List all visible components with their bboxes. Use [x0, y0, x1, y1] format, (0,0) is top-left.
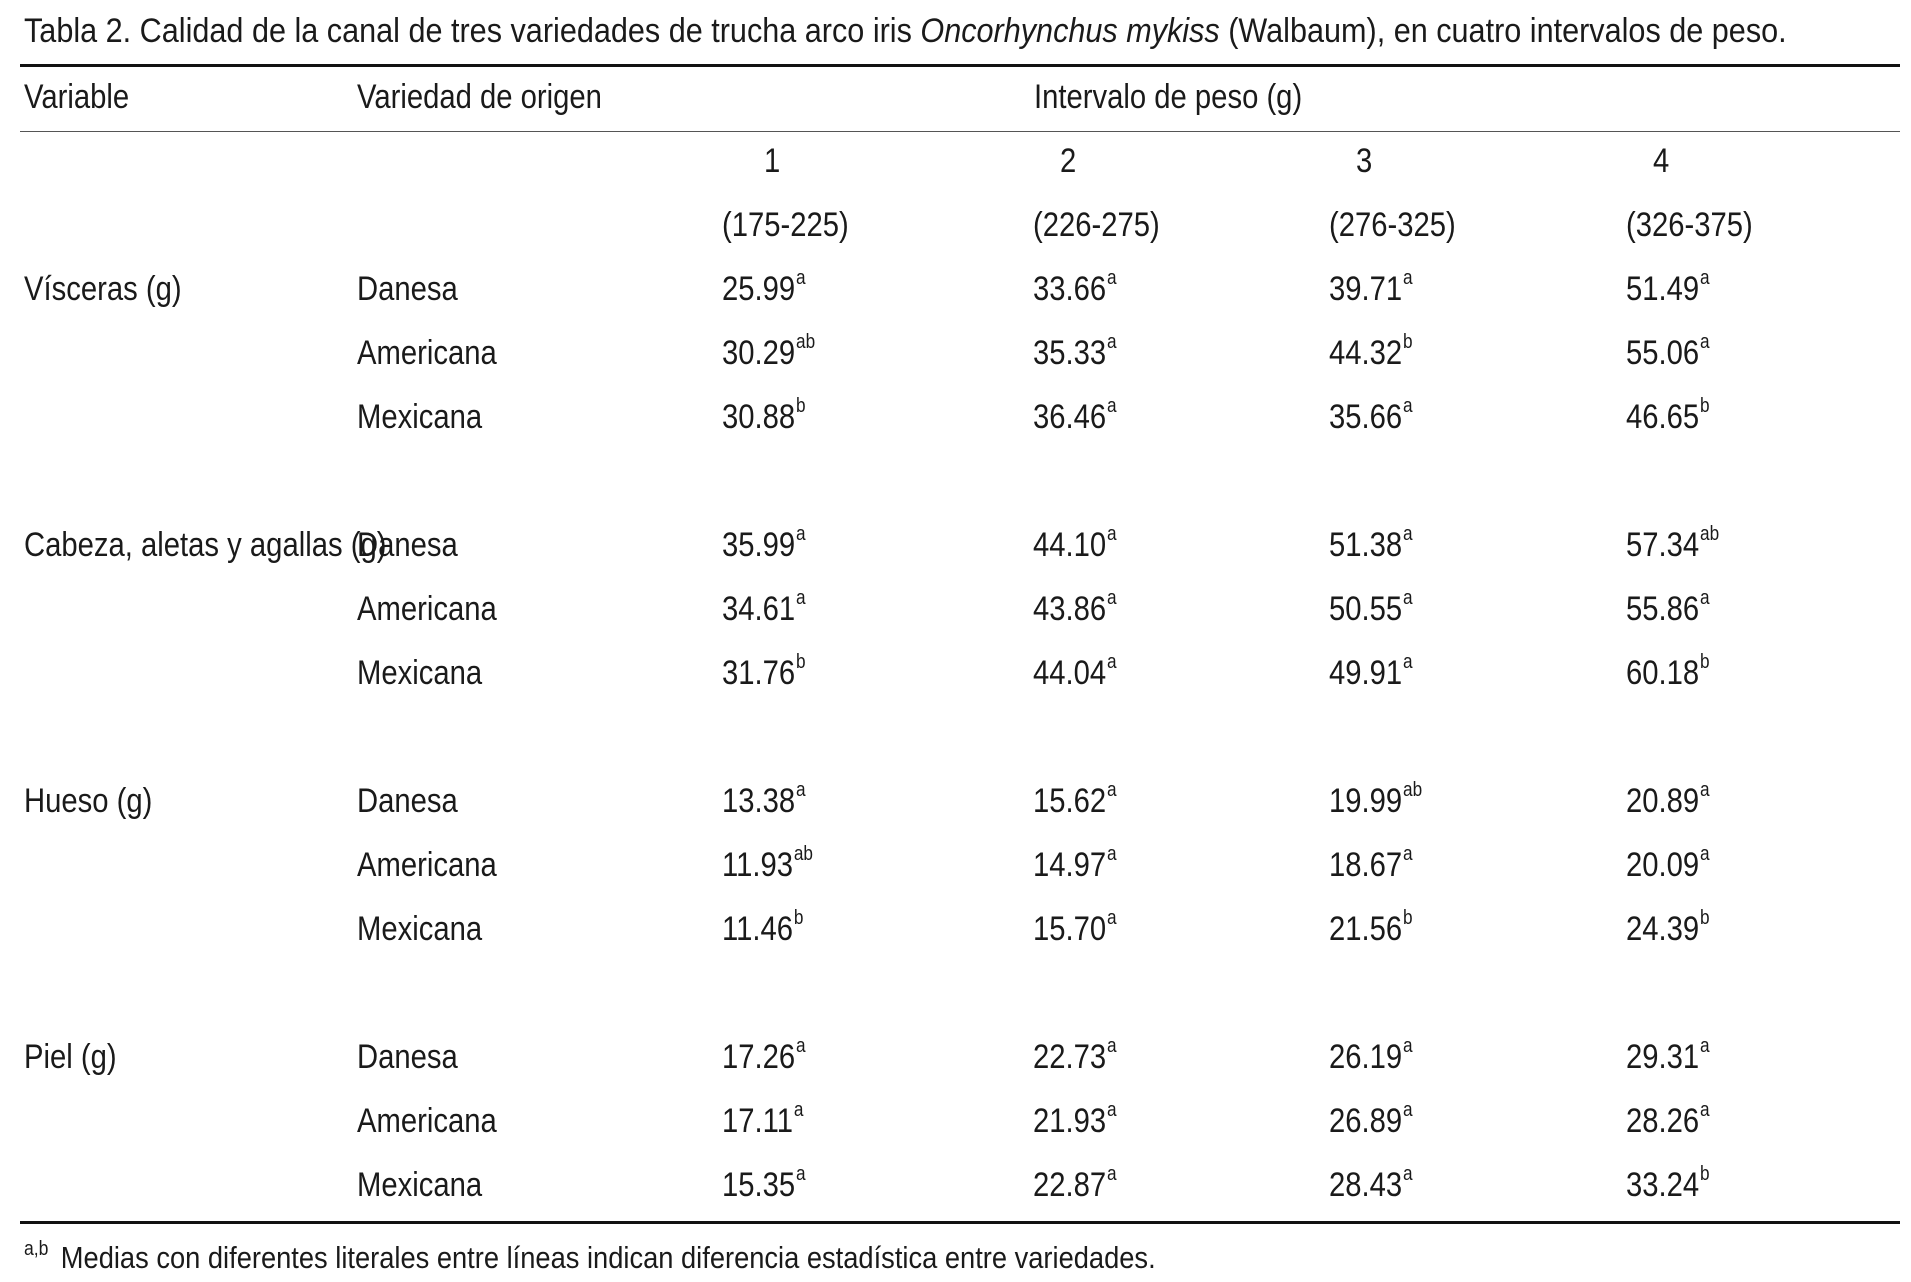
value-cell [1033, 331, 1117, 372]
significance-letter: a [1700, 1099, 1710, 1121]
value-number: 28.26 [1626, 1102, 1700, 1140]
value-cell [1033, 843, 1117, 884]
interval-range: (175-225) [722, 206, 849, 244]
value-cell [1033, 651, 1117, 692]
value-number: 44.32 [1329, 334, 1403, 372]
value-number: 15.70 [1033, 910, 1107, 948]
significance-letter: a [1107, 843, 1117, 865]
significance-letter: a [1107, 395, 1117, 417]
variety-label: Mexicana [357, 1166, 483, 1204]
significance-letter: ab [793, 843, 813, 865]
header-variable: Variable [24, 78, 130, 116]
value-cell [722, 907, 804, 948]
significance-letter: a [796, 1035, 806, 1057]
value-cell [1329, 1163, 1413, 1204]
significance-letter: a [1403, 1035, 1413, 1057]
interval-number: 3 [1356, 142, 1373, 180]
value-number: 30.29 [722, 334, 796, 372]
significance-letter: a [1403, 587, 1413, 609]
significance-letter: a [1700, 1035, 1710, 1057]
value-cell [1626, 331, 1710, 372]
value-cell [722, 1163, 806, 1204]
value-number: 44.10 [1033, 526, 1107, 564]
value-number: 26.19 [1329, 1038, 1403, 1076]
value-cell [722, 587, 806, 628]
significance-letter: ab [1403, 779, 1423, 801]
value-cell [1329, 395, 1413, 436]
value-cell [722, 1035, 806, 1076]
value-cell [1033, 587, 1117, 628]
value-cell [1626, 907, 1710, 948]
value-number: 33.24 [1626, 1166, 1700, 1204]
value-number: 31.76 [722, 654, 796, 692]
caption-species: Oncorhynchus mykiss [920, 12, 1220, 50]
variable-label: Piel (g) [24, 1038, 117, 1076]
header-origin: Variedad de origen [357, 78, 602, 116]
value-number: 11.93 [722, 846, 794, 884]
top-rule [20, 64, 1900, 67]
significance-letter: a [1403, 523, 1413, 545]
header-rule [20, 131, 1900, 132]
significance-letter: a [1107, 1035, 1117, 1057]
variable-label: Cabeza, aletas y agallas (g) [24, 526, 387, 564]
significance-letter: a [1403, 395, 1413, 417]
significance-letter: a [796, 1163, 806, 1185]
value-number: 26.89 [1329, 1102, 1403, 1140]
variety-label: Mexicana [357, 910, 483, 948]
value-cell [1033, 907, 1117, 948]
variety-label: Mexicana [357, 398, 483, 436]
value-number: 49.91 [1329, 654, 1403, 692]
footnote-marker: a,b [24, 1238, 49, 1260]
significance-letter: a [1107, 907, 1117, 929]
significance-letter: a [793, 1099, 804, 1121]
significance-letter: a [1403, 1099, 1413, 1121]
value-number: 24.39 [1626, 910, 1700, 948]
value-cell [722, 1099, 804, 1140]
significance-letter: a [1403, 843, 1413, 865]
value-cell [1033, 1099, 1117, 1140]
significance-letter: b [1700, 907, 1710, 929]
significance-letter: a [796, 587, 806, 609]
value-number: 35.66 [1329, 398, 1403, 436]
value-cell [722, 331, 816, 372]
value-number: 19.99 [1329, 782, 1403, 820]
value-cell [1329, 779, 1423, 820]
variety-label: Americana [357, 1102, 497, 1140]
interval-range: (276-325) [1329, 206, 1456, 244]
value-number: 21.56 [1329, 910, 1403, 948]
significance-letter: b [1700, 395, 1710, 417]
value-number: 20.09 [1626, 846, 1700, 884]
value-number: 25.99 [722, 270, 796, 308]
value-cell [1626, 1163, 1710, 1204]
significance-letter: a [1403, 651, 1413, 673]
significance-letter: b [796, 395, 806, 417]
interval-range: (226-275) [1033, 206, 1160, 244]
value-cell [1329, 651, 1413, 692]
value-number: 57.34 [1626, 526, 1700, 564]
value-cell [1329, 267, 1413, 308]
value-number: 36.46 [1033, 398, 1107, 436]
value-cell [1329, 907, 1413, 948]
value-number: 35.99 [722, 526, 796, 564]
value-number: 17.11 [722, 1102, 794, 1140]
caption-suffix: (Walbaum), en cuatro intervalos de peso. [1219, 12, 1787, 50]
value-number: 55.06 [1626, 334, 1700, 372]
value-cell [722, 395, 806, 436]
significance-letter: a [1107, 779, 1117, 801]
value-cell [1626, 587, 1710, 628]
significance-letter: ab [1700, 523, 1720, 545]
significance-letter: a [1107, 1163, 1117, 1185]
value-cell [1626, 779, 1710, 820]
significance-letter: b [793, 907, 804, 929]
value-cell [1033, 779, 1117, 820]
significance-letter: a [1700, 331, 1710, 353]
variety-label: Americana [357, 590, 497, 628]
significance-letter: a [1700, 779, 1710, 801]
value-cell [722, 523, 806, 564]
value-cell [1626, 1035, 1710, 1076]
value-number: 11.46 [722, 910, 794, 948]
value-number: 22.87 [1033, 1166, 1107, 1204]
value-cell [722, 267, 806, 308]
value-cell [1033, 1035, 1117, 1076]
significance-letter: b [1700, 1163, 1710, 1185]
value-number: 34.61 [722, 590, 796, 628]
value-number: 29.31 [1626, 1038, 1700, 1076]
significance-letter: a [1700, 267, 1710, 289]
value-number: 55.86 [1626, 590, 1700, 628]
variable-label: Hueso (g) [24, 782, 153, 820]
significance-letter: a [1107, 331, 1117, 353]
value-cell [1626, 651, 1710, 692]
value-number: 18.67 [1329, 846, 1403, 884]
significance-letter: a [796, 267, 806, 289]
value-number: 51.38 [1329, 526, 1403, 564]
significance-letter: a [1403, 1163, 1413, 1185]
significance-letter: a [1107, 267, 1117, 289]
interval-range: (326-375) [1626, 206, 1753, 244]
interval-number: 1 [764, 142, 781, 180]
significance-letter: b [1403, 331, 1413, 353]
value-number: 20.89 [1626, 782, 1700, 820]
significance-letter: a [1700, 587, 1710, 609]
value-cell [1033, 395, 1117, 436]
value-cell [1626, 843, 1710, 884]
significance-letter: b [796, 651, 806, 673]
value-cell [1033, 1163, 1117, 1204]
value-number: 28.43 [1329, 1166, 1403, 1204]
significance-letter: a [1107, 651, 1117, 673]
interval-number: 4 [1653, 142, 1670, 180]
value-cell [722, 651, 806, 692]
value-cell [722, 779, 806, 820]
significance-letter: b [1403, 907, 1413, 929]
value-number: 17.26 [722, 1038, 796, 1076]
value-cell [1626, 395, 1710, 436]
variety-label: Danesa [357, 782, 458, 820]
value-cell [1033, 523, 1117, 564]
value-cell [1626, 267, 1710, 308]
value-cell [1329, 587, 1413, 628]
variety-label: Danesa [357, 1038, 458, 1076]
value-cell [1329, 843, 1413, 884]
value-number: 15.35 [722, 1166, 796, 1204]
significance-letter: a [1700, 843, 1710, 865]
interval-number: 2 [1060, 142, 1077, 180]
variable-label: Vísceras (g) [24, 270, 182, 308]
significance-letter: a [796, 779, 806, 801]
value-number: 22.73 [1033, 1038, 1107, 1076]
variety-label: Americana [357, 846, 497, 884]
value-cell [1033, 267, 1117, 308]
value-number: 21.93 [1033, 1102, 1107, 1140]
value-cell [1626, 523, 1720, 564]
footnote-text: Medias con diferentes literales entre líneas indican diferencia estadística entre variedades. [60, 1240, 1156, 1275]
significance-letter: a [1107, 587, 1117, 609]
variety-label: Danesa [357, 526, 458, 564]
significance-letter: a [1107, 523, 1117, 545]
value-cell [1626, 1099, 1710, 1140]
value-number: 15.62 [1033, 782, 1107, 820]
significance-letter: b [1700, 651, 1710, 673]
value-cell [1329, 1099, 1413, 1140]
value-cell [1329, 331, 1413, 372]
value-number: 46.65 [1626, 398, 1700, 436]
footnote [24, 1240, 1156, 1276]
caption-prefix: Tabla 2. Calidad de la canal de tres variedades de trucha arco iris [24, 12, 921, 50]
value-cell [722, 843, 813, 884]
significance-letter: ab [796, 331, 816, 353]
variety-label: Mexicana [357, 654, 483, 692]
significance-letter: a [1403, 267, 1413, 289]
value-number: 43.86 [1033, 590, 1107, 628]
value-cell [1329, 523, 1413, 564]
significance-letter: a [796, 523, 806, 545]
variety-label: Danesa [357, 270, 458, 308]
value-number: 50.55 [1329, 590, 1403, 628]
value-number: 33.66 [1033, 270, 1107, 308]
value-number: 39.71 [1329, 270, 1403, 308]
value-number: 51.49 [1626, 270, 1700, 308]
significance-letter: a [1107, 1099, 1117, 1121]
value-number: 14.97 [1033, 846, 1107, 884]
table-caption [24, 12, 1787, 51]
value-number: 60.18 [1626, 654, 1700, 692]
header-interval: Intervalo de peso (g) [1034, 78, 1303, 116]
value-number: 30.88 [722, 398, 796, 436]
variety-label: Americana [357, 334, 497, 372]
value-number: 35.33 [1033, 334, 1107, 372]
value-number: 13.38 [722, 782, 796, 820]
value-cell [1329, 1035, 1413, 1076]
value-number: 44.04 [1033, 654, 1107, 692]
bottom-rule [20, 1221, 1900, 1224]
